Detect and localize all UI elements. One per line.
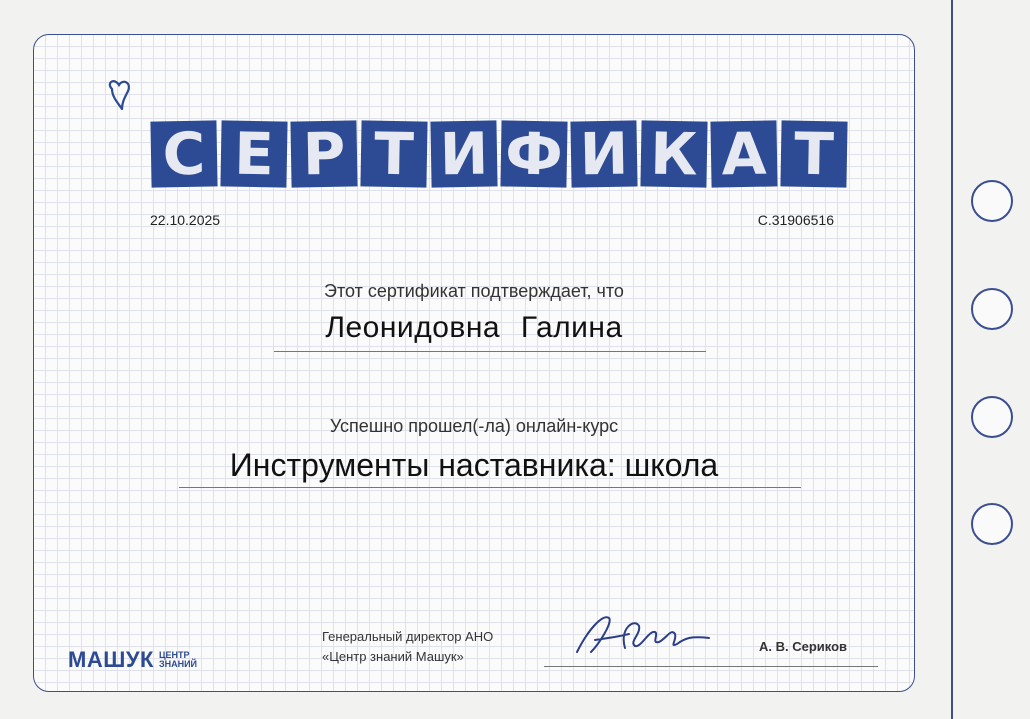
recipient-name: Леонидовна Галина (325, 311, 623, 344)
certificate-title (151, 121, 847, 193)
name-underline (274, 351, 706, 352)
title-letter: А (710, 120, 777, 187)
issue-date: 22.10.2025 (150, 212, 221, 228)
title-letter: И (430, 120, 497, 187)
binder-edge-line (951, 0, 953, 719)
title-letter: Е (220, 120, 287, 187)
heart-doodle-icon (104, 75, 144, 119)
signature-graphic (569, 608, 749, 668)
passed-text: Успешно прошел(-ла) онлайн-курс (329, 416, 619, 436)
binder-ring-icon (971, 503, 1013, 545)
director-line2: «Центр знаний Машук» (322, 649, 464, 664)
binder-ring-icon (971, 396, 1013, 438)
logo-sub-line1: ЦЕНТР (158, 650, 190, 660)
logo-main-text: МАШУК (68, 647, 154, 672)
title-letter: Ф (500, 120, 567, 187)
title-letter: Т (780, 120, 847, 187)
logo-sub-line2: ЗНАНИЙ (158, 659, 198, 669)
course-name: Инструменты наставника: школа (229, 447, 719, 483)
logo-sub-text (159, 651, 197, 669)
signer-name: А. В. Сериков (759, 639, 848, 654)
director-line1: Генеральный директор АНО (322, 629, 494, 644)
title-letter: Т (360, 120, 427, 187)
director-title (322, 627, 493, 667)
binder-ring-icon (971, 288, 1013, 330)
title-letter: Р (290, 120, 357, 187)
signature-underline (544, 666, 878, 667)
course-underline (179, 487, 801, 488)
title-letter: И (570, 120, 637, 187)
certificate-card (33, 34, 915, 692)
certificate-number: С.31906516 (757, 212, 834, 228)
confirm-text: Этот сертификат подтверждает, что (324, 281, 624, 301)
binder-ring-icon (971, 180, 1013, 222)
title-letter: К (640, 120, 707, 187)
title-letter: С (150, 120, 217, 187)
brand-logo (68, 647, 197, 673)
